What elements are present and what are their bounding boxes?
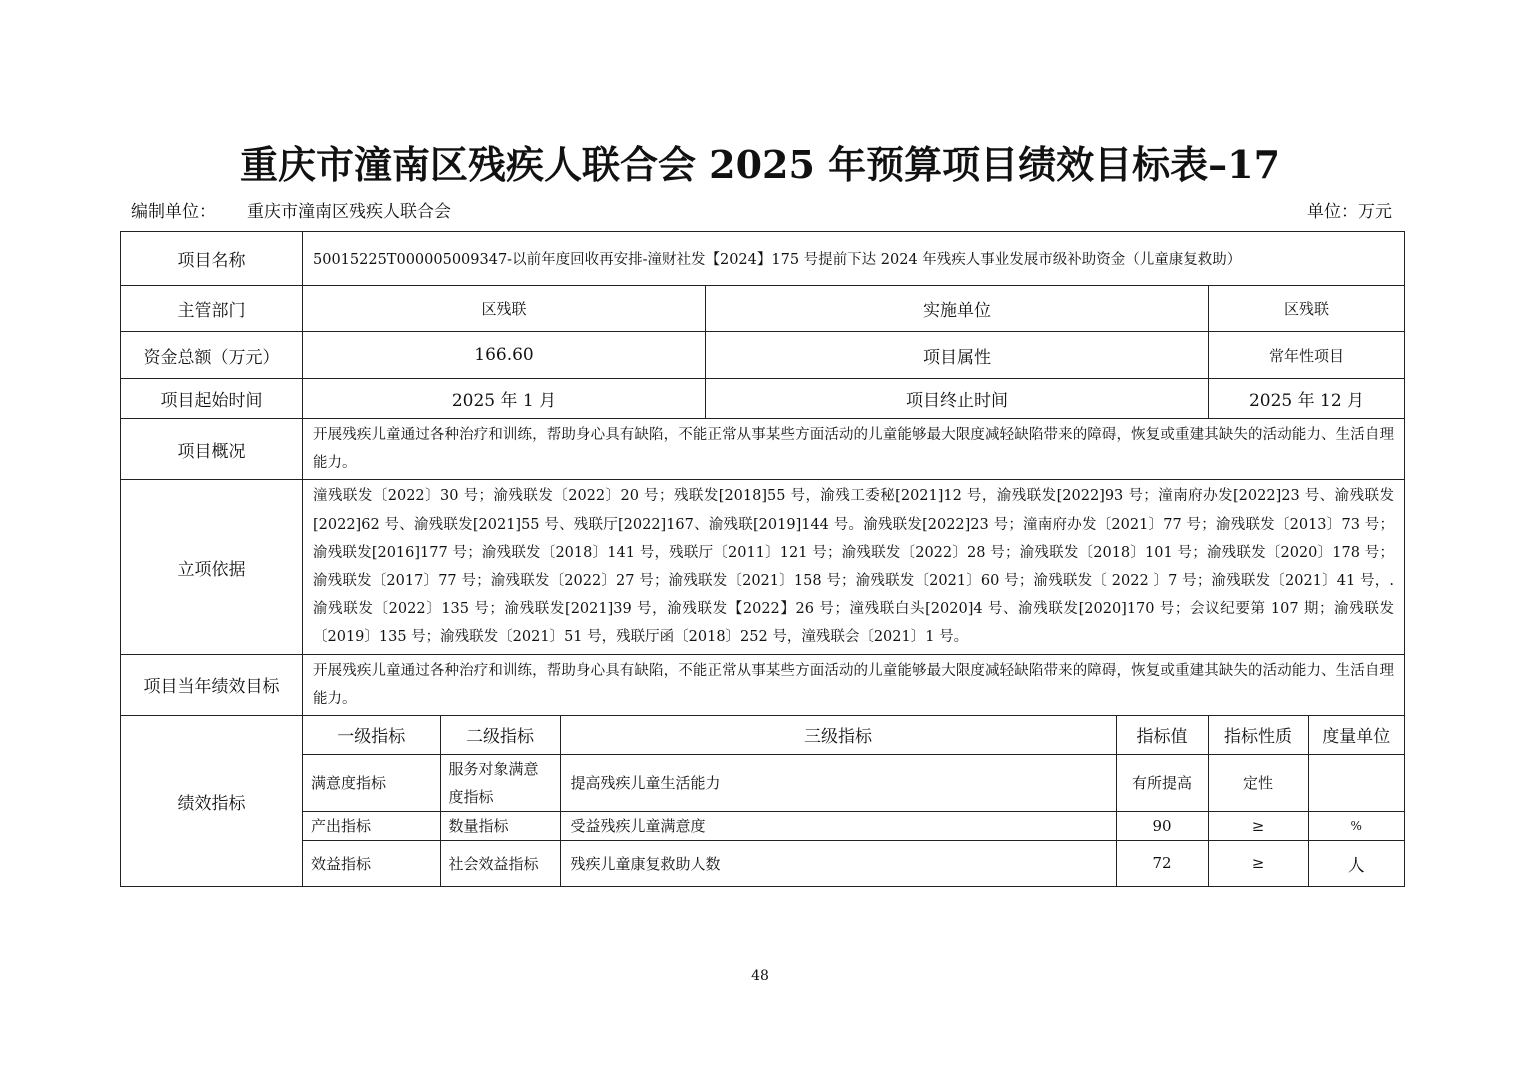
cell-level1: 效益指标 bbox=[303, 840, 440, 886]
unit-label: 单位：万元 bbox=[1307, 202, 1392, 222]
cell-level1: 产出指标 bbox=[303, 811, 440, 840]
row-dates bbox=[121, 379, 1405, 419]
cell-level3: 残疾儿童康复救助人数 bbox=[560, 840, 1116, 886]
basis-label: 立项依据 bbox=[121, 480, 303, 654]
attr-value: 常年性项目 bbox=[1209, 332, 1405, 379]
overview-label: 项目概况 bbox=[121, 419, 303, 480]
header-level2: 二级指标 bbox=[440, 716, 560, 754]
header-nature: 指标性质 bbox=[1208, 716, 1308, 754]
end-label: 项目终止时间 bbox=[706, 379, 1209, 419]
indicator-header-row bbox=[303, 716, 1404, 754]
dept-value: 区残联 bbox=[303, 286, 706, 332]
cell-nature: ≥ bbox=[1208, 811, 1308, 840]
indicators-label: 绩效指标 bbox=[121, 716, 303, 887]
page-number: 48 bbox=[751, 968, 769, 984]
cell-level2: 服务对象满意度指标 bbox=[440, 754, 560, 811]
table-row bbox=[303, 840, 1404, 886]
project-name-value: 50015225T000005009347-以前年度回收再安排-潼财社发【2024】175 号提前下达 2024 年残疾人事业发展市级补助资金（儿童康复救助） bbox=[303, 232, 1405, 286]
cell-level2: 社会效益指标 bbox=[440, 840, 560, 886]
row-overview bbox=[121, 419, 1405, 480]
start-value: 2025 年 1 月 bbox=[303, 379, 706, 419]
row-funds bbox=[121, 332, 1405, 379]
goal-label: 项目当年绩效目标 bbox=[121, 654, 303, 715]
attr-label: 项目属性 bbox=[706, 332, 1209, 379]
impl-label: 实施单位 bbox=[706, 286, 1209, 332]
overview-value: 开展残疾儿童通过各种治疗和训练，帮助身心具有缺陷，不能正常从事某些方面活动的儿童能够最大限度减轻缺陷带来的障碍，恢复或重建其缺失的活动能力、生活自理能力。 bbox=[303, 419, 1405, 480]
prepared-by-value: 重庆市潼南区残疾人联合会 bbox=[247, 202, 451, 222]
row-project-name bbox=[121, 232, 1405, 286]
header-level1: 一级指标 bbox=[303, 716, 440, 754]
table-row bbox=[303, 754, 1404, 811]
row-goal bbox=[121, 654, 1405, 715]
cell-level3: 受益残疾儿童满意度 bbox=[560, 811, 1116, 840]
funds-label: 资金总额（万元） bbox=[121, 332, 303, 379]
page-title: 重庆市潼南区残疾人联合会 2025 年预算项目绩效目标表–17 bbox=[239, 142, 1281, 187]
row-basis bbox=[121, 480, 1405, 654]
indicators-table bbox=[303, 716, 1404, 886]
cell-unit bbox=[1308, 754, 1404, 811]
funds-value: 166.60 bbox=[303, 332, 706, 379]
cell-value: 72 bbox=[1116, 840, 1208, 886]
goal-value: 开展残疾儿童通过各种治疗和训练，帮助身心具有缺陷，不能正常从事某些方面活动的儿童能够最大限度减轻缺陷带来的障碍，恢复或重建其缺失的活动能力、生活自理能力。 bbox=[303, 654, 1405, 715]
cell-value: 90 bbox=[1116, 811, 1208, 840]
header-unit: 度量单位 bbox=[1308, 716, 1404, 754]
project-name-label: 项目名称 bbox=[121, 232, 303, 286]
cell-level2: 数量指标 bbox=[440, 811, 560, 840]
prepared-by-label: 编制单位： bbox=[131, 202, 216, 222]
cell-level3: 提高残疾儿童生活能力 bbox=[560, 754, 1116, 811]
header-value: 指标值 bbox=[1116, 716, 1208, 754]
start-label: 项目起始时间 bbox=[121, 379, 303, 419]
dept-label: 主管部门 bbox=[121, 286, 303, 332]
cell-nature: ≥ bbox=[1208, 840, 1308, 886]
impl-value: 区残联 bbox=[1209, 286, 1405, 332]
table-row bbox=[303, 811, 1404, 840]
cell-level1: 满意度指标 bbox=[303, 754, 440, 811]
performance-table bbox=[120, 231, 1405, 887]
row-indicators bbox=[121, 716, 1405, 887]
cell-value: 有所提高 bbox=[1116, 754, 1208, 811]
end-value: 2025 年 12 月 bbox=[1209, 379, 1405, 419]
prepared-by bbox=[131, 197, 451, 222]
cell-nature: 定性 bbox=[1208, 754, 1308, 811]
basis-value: 潼残联发〔2022〕30 号；渝残联发〔2022〕20 号；残联发[2018]55 号，渝残工委秘[2021]12 号，渝残联发[2022]93 号；潼南府办发[2022]23 号、渝残联发[2022]62 号、渝残联发[2021]55 号、残联厅[2022]167、渝残联[2019]144 号。渝残联发[2022]23 号；潼南府办发〔2021〕77 号；渝残联发〔2013〕73 号；渝残联发[2016]177 号；渝残联发〔2018〕141 号，残联厅〔2011〕121 号；渝残联发〔2022〕28 号；渝残联发〔2018〕101 号；渝残联发〔2020〕178 号；渝残联发〔2017〕77 号；渝残联发〔2022〕27 号；渝残联发〔2021〕158 号；渝残联发〔2021〕60 号；渝残联发〔 2022 〕7 号；渝残联发〔2021〕41 号，.渝残联发〔2022〕135 号；渝残联发[2021]39 号，渝残联发【2022】26 号；潼残联白头[2020]4 号、渝残联发[2020]170 号；会议纪要第 107 期；渝残联发〔2019〕135 号；渝残联发〔2021〕51 号，残联厅函〔2018〕252 号，潼残联会〔2021〕1 号。 bbox=[303, 480, 1405, 654]
header-level3: 三级指标 bbox=[560, 716, 1116, 754]
row-dept bbox=[121, 286, 1405, 332]
cell-unit: 人 bbox=[1308, 840, 1404, 886]
cell-unit: % bbox=[1308, 811, 1404, 840]
